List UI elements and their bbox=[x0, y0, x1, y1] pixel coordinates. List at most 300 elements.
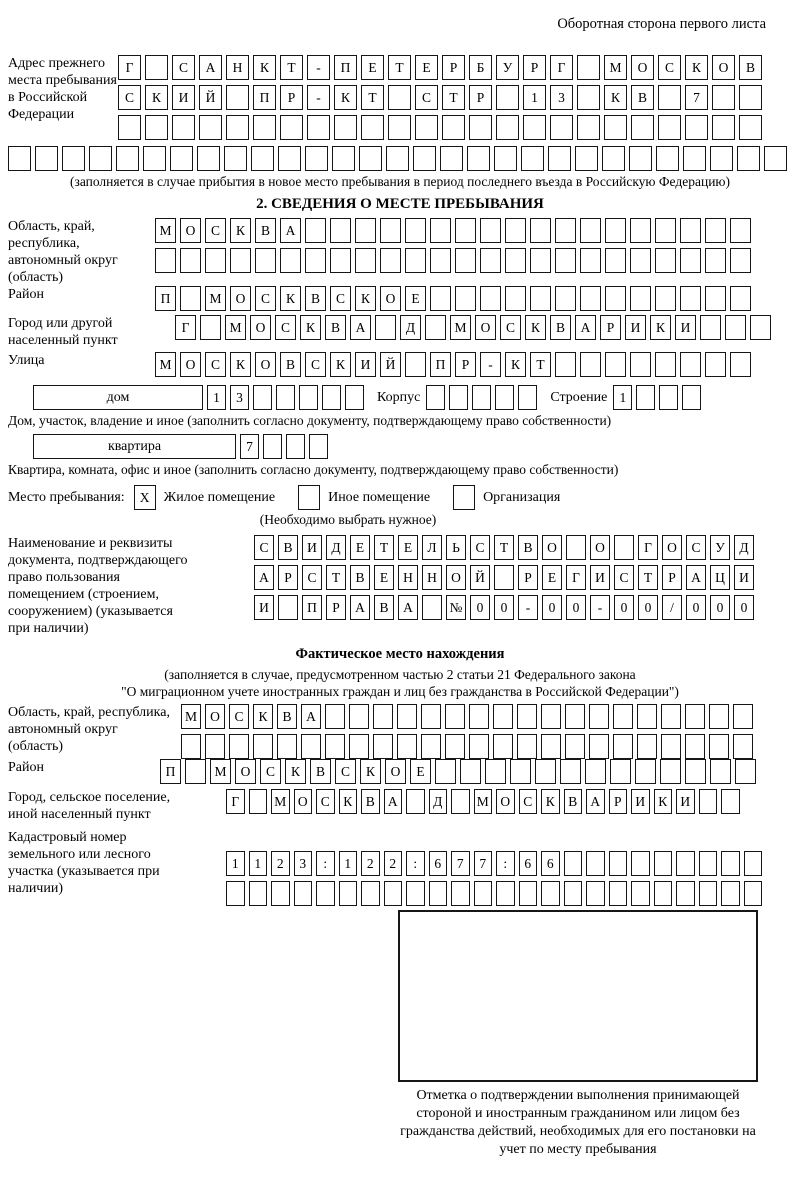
char-box[interactable]: 0 bbox=[638, 595, 658, 620]
char-box[interactable]: 0 bbox=[734, 595, 754, 620]
char-box[interactable] bbox=[685, 759, 706, 784]
char-box[interactable]: Р bbox=[442, 55, 465, 80]
char-box[interactable]: А bbox=[586, 789, 605, 814]
char-box[interactable]: К bbox=[230, 218, 251, 243]
char-box[interactable] bbox=[541, 881, 560, 906]
char-box[interactable] bbox=[676, 851, 695, 876]
char-box[interactable] bbox=[205, 734, 225, 759]
char-box[interactable] bbox=[422, 595, 442, 620]
char-box[interactable] bbox=[530, 286, 551, 311]
char-box[interactable] bbox=[330, 218, 351, 243]
char-box[interactable]: Е bbox=[542, 565, 562, 590]
char-box[interactable] bbox=[406, 789, 425, 814]
char-box[interactable]: Д bbox=[734, 535, 754, 560]
char-box[interactable]: С bbox=[335, 759, 356, 784]
char-box[interactable] bbox=[472, 385, 491, 410]
char-box[interactable]: Р bbox=[523, 55, 546, 80]
char-box[interactable] bbox=[170, 146, 193, 171]
char-box[interactable]: М bbox=[474, 789, 493, 814]
char-box[interactable] bbox=[658, 85, 681, 110]
char-box[interactable]: С bbox=[316, 789, 335, 814]
city-boxes[interactable] bbox=[175, 315, 771, 340]
char-box[interactable] bbox=[733, 734, 753, 759]
char-box[interactable] bbox=[541, 734, 561, 759]
region-row-1[interactable] bbox=[155, 218, 751, 243]
char-box[interactable] bbox=[493, 704, 513, 729]
char-box[interactable]: К bbox=[654, 789, 673, 814]
char-box[interactable]: 7 bbox=[451, 851, 470, 876]
char-box[interactable] bbox=[555, 286, 576, 311]
char-box[interactable]: Е bbox=[361, 55, 384, 80]
char-box[interactable]: А bbox=[575, 315, 596, 340]
char-box[interactable] bbox=[280, 115, 303, 140]
char-box[interactable]: С bbox=[275, 315, 296, 340]
char-box[interactable]: В bbox=[564, 789, 583, 814]
char-box[interactable]: Р bbox=[609, 789, 628, 814]
char-box[interactable]: С bbox=[415, 85, 438, 110]
char-box[interactable] bbox=[613, 734, 633, 759]
char-box[interactable]: П bbox=[430, 352, 451, 377]
char-box[interactable]: К bbox=[334, 85, 357, 110]
char-box[interactable] bbox=[699, 881, 718, 906]
char-box[interactable] bbox=[301, 734, 321, 759]
char-box[interactable] bbox=[699, 789, 718, 814]
house-number-boxes[interactable] bbox=[207, 385, 364, 410]
char-box[interactable] bbox=[345, 385, 364, 410]
char-box[interactable]: Р bbox=[518, 565, 538, 590]
cadastral-row-1[interactable] bbox=[226, 851, 762, 876]
char-box[interactable]: В bbox=[310, 759, 331, 784]
char-box[interactable]: 7 bbox=[685, 85, 708, 110]
char-box[interactable] bbox=[62, 146, 85, 171]
char-box[interactable] bbox=[730, 248, 751, 273]
char-box[interactable] bbox=[530, 218, 551, 243]
char-box[interactable] bbox=[277, 734, 297, 759]
char-box[interactable]: С bbox=[470, 535, 490, 560]
char-box[interactable] bbox=[610, 759, 631, 784]
char-box[interactable]: С bbox=[305, 352, 326, 377]
char-box[interactable] bbox=[255, 248, 276, 273]
char-box[interactable] bbox=[294, 881, 313, 906]
char-box[interactable] bbox=[605, 248, 626, 273]
char-box[interactable] bbox=[299, 385, 318, 410]
char-box[interactable] bbox=[445, 734, 465, 759]
char-box[interactable] bbox=[505, 218, 526, 243]
char-box[interactable]: Й bbox=[470, 565, 490, 590]
char-box[interactable] bbox=[685, 115, 708, 140]
char-box[interactable] bbox=[430, 248, 451, 273]
char-box[interactable]: О bbox=[542, 535, 562, 560]
char-box[interactable] bbox=[200, 315, 221, 340]
char-box[interactable]: К bbox=[505, 352, 526, 377]
char-box[interactable] bbox=[744, 851, 763, 876]
char-box[interactable]: И bbox=[590, 565, 610, 590]
char-box[interactable]: К bbox=[280, 286, 301, 311]
char-box[interactable] bbox=[349, 704, 369, 729]
char-box[interactable]: 3 bbox=[550, 85, 573, 110]
char-box[interactable] bbox=[278, 595, 298, 620]
char-box[interactable]: В bbox=[374, 595, 394, 620]
char-box[interactable]: М bbox=[155, 218, 176, 243]
char-box[interactable] bbox=[349, 734, 369, 759]
char-box[interactable]: К bbox=[253, 704, 273, 729]
char-box[interactable]: Р bbox=[326, 595, 346, 620]
char-box[interactable]: 0 bbox=[470, 595, 490, 620]
char-box[interactable] bbox=[421, 704, 441, 729]
char-box[interactable] bbox=[469, 115, 492, 140]
char-box[interactable]: С bbox=[302, 565, 322, 590]
char-box[interactable]: О bbox=[380, 286, 401, 311]
char-box[interactable] bbox=[705, 352, 726, 377]
char-box[interactable] bbox=[445, 704, 465, 729]
char-box[interactable] bbox=[517, 734, 537, 759]
char-box[interactable] bbox=[739, 85, 762, 110]
char-box[interactable] bbox=[224, 146, 247, 171]
char-box[interactable]: О bbox=[590, 535, 610, 560]
char-box[interactable]: И bbox=[675, 315, 696, 340]
char-box[interactable] bbox=[631, 881, 650, 906]
char-box[interactable] bbox=[660, 759, 681, 784]
char-box[interactable] bbox=[564, 851, 583, 876]
char-box[interactable] bbox=[564, 881, 583, 906]
char-box[interactable] bbox=[733, 704, 753, 729]
char-box[interactable]: С bbox=[330, 286, 351, 311]
char-box[interactable] bbox=[253, 734, 273, 759]
char-box[interactable] bbox=[205, 248, 226, 273]
char-box[interactable] bbox=[455, 248, 476, 273]
char-box[interactable]: С bbox=[205, 352, 226, 377]
char-box[interactable]: М bbox=[210, 759, 231, 784]
char-box[interactable]: С bbox=[205, 218, 226, 243]
char-box[interactable] bbox=[181, 734, 201, 759]
char-box[interactable]: - bbox=[480, 352, 501, 377]
char-box[interactable] bbox=[658, 115, 681, 140]
char-box[interactable]: О bbox=[712, 55, 735, 80]
char-box[interactable] bbox=[521, 146, 544, 171]
prev-address-row-full[interactable] bbox=[8, 146, 792, 171]
char-box[interactable]: П bbox=[334, 55, 357, 80]
char-box[interactable] bbox=[451, 881, 470, 906]
char-box[interactable]: С bbox=[118, 85, 141, 110]
char-box[interactable] bbox=[449, 385, 468, 410]
char-box[interactable]: Р bbox=[600, 315, 621, 340]
char-box[interactable] bbox=[682, 385, 701, 410]
char-box[interactable] bbox=[226, 85, 249, 110]
char-box[interactable]: И bbox=[172, 85, 195, 110]
char-box[interactable]: В bbox=[361, 789, 380, 814]
char-box[interactable] bbox=[249, 789, 268, 814]
char-box[interactable]: Р bbox=[469, 85, 492, 110]
char-box[interactable] bbox=[425, 315, 446, 340]
char-box[interactable]: П bbox=[160, 759, 181, 784]
char-box[interactable] bbox=[580, 218, 601, 243]
char-box[interactable]: Г bbox=[550, 55, 573, 80]
char-box[interactable] bbox=[764, 146, 787, 171]
char-box[interactable] bbox=[541, 704, 561, 729]
char-box[interactable] bbox=[735, 759, 756, 784]
char-box[interactable] bbox=[709, 734, 729, 759]
char-box[interactable]: Л bbox=[422, 535, 442, 560]
document-row-2[interactable] bbox=[254, 565, 754, 590]
char-box[interactable]: 1 bbox=[226, 851, 245, 876]
char-box[interactable]: 0 bbox=[686, 595, 706, 620]
char-box[interactable]: Й bbox=[199, 85, 222, 110]
char-box[interactable] bbox=[605, 352, 626, 377]
char-box[interactable]: Г bbox=[118, 55, 141, 80]
char-box[interactable] bbox=[659, 385, 678, 410]
char-box[interactable]: И bbox=[625, 315, 646, 340]
char-box[interactable] bbox=[577, 85, 600, 110]
char-box[interactable] bbox=[278, 146, 301, 171]
char-box[interactable] bbox=[334, 115, 357, 140]
char-box[interactable]: М bbox=[155, 352, 176, 377]
char-box[interactable]: О bbox=[180, 352, 201, 377]
char-box[interactable]: Д bbox=[429, 789, 448, 814]
char-box[interactable] bbox=[307, 115, 330, 140]
char-box[interactable] bbox=[355, 248, 376, 273]
char-box[interactable]: К bbox=[685, 55, 708, 80]
char-box[interactable] bbox=[613, 704, 633, 729]
char-box[interactable]: П bbox=[155, 286, 176, 311]
char-box[interactable]: О bbox=[446, 565, 466, 590]
char-box[interactable]: 7 bbox=[474, 851, 493, 876]
char-box[interactable]: О bbox=[294, 789, 313, 814]
char-box[interactable] bbox=[309, 434, 328, 459]
char-box[interactable]: Е bbox=[350, 535, 370, 560]
char-box[interactable]: Р bbox=[662, 565, 682, 590]
char-box[interactable]: К bbox=[339, 789, 358, 814]
char-box[interactable]: К bbox=[541, 789, 560, 814]
char-box[interactable]: В bbox=[255, 218, 276, 243]
document-row-3[interactable] bbox=[254, 595, 754, 620]
char-box[interactable]: Т bbox=[494, 535, 514, 560]
char-box[interactable]: О bbox=[235, 759, 256, 784]
char-box[interactable] bbox=[712, 115, 735, 140]
char-box[interactable] bbox=[145, 55, 168, 80]
char-box[interactable]: О bbox=[475, 315, 496, 340]
char-box[interactable] bbox=[172, 115, 195, 140]
char-box[interactable] bbox=[442, 115, 465, 140]
char-box[interactable] bbox=[405, 352, 426, 377]
char-box[interactable] bbox=[725, 315, 746, 340]
char-box[interactable]: - bbox=[307, 55, 330, 80]
char-box[interactable] bbox=[118, 115, 141, 140]
region-row-2[interactable] bbox=[155, 248, 751, 273]
char-box[interactable]: М bbox=[181, 704, 201, 729]
char-box[interactable] bbox=[421, 734, 441, 759]
char-box[interactable]: Р bbox=[455, 352, 476, 377]
char-box[interactable]: А bbox=[384, 789, 403, 814]
char-box[interactable]: С bbox=[260, 759, 281, 784]
char-box[interactable]: О bbox=[180, 218, 201, 243]
char-box[interactable] bbox=[609, 851, 628, 876]
char-box[interactable]: И bbox=[254, 595, 274, 620]
char-box[interactable] bbox=[705, 218, 726, 243]
char-box[interactable]: К bbox=[525, 315, 546, 340]
char-box[interactable]: С bbox=[658, 55, 681, 80]
char-box[interactable] bbox=[89, 146, 112, 171]
char-box[interactable] bbox=[330, 248, 351, 273]
char-box[interactable] bbox=[605, 286, 626, 311]
char-box[interactable]: 0 bbox=[614, 595, 634, 620]
char-box[interactable] bbox=[8, 146, 31, 171]
char-box[interactable] bbox=[517, 704, 537, 729]
char-box[interactable]: С bbox=[255, 286, 276, 311]
char-box[interactable] bbox=[276, 385, 295, 410]
char-box[interactable] bbox=[386, 146, 409, 171]
char-box[interactable] bbox=[631, 115, 654, 140]
char-box[interactable] bbox=[199, 115, 222, 140]
char-box[interactable] bbox=[435, 759, 456, 784]
char-box[interactable] bbox=[630, 218, 651, 243]
char-box[interactable]: 1 bbox=[249, 851, 268, 876]
char-box[interactable] bbox=[630, 248, 651, 273]
char-box[interactable]: А bbox=[254, 565, 274, 590]
actual-district-boxes[interactable] bbox=[160, 759, 756, 784]
char-box[interactable]: В bbox=[278, 535, 298, 560]
char-box[interactable]: 0 bbox=[494, 595, 514, 620]
actual-city-boxes[interactable] bbox=[226, 789, 740, 814]
char-box[interactable]: 6 bbox=[519, 851, 538, 876]
char-box[interactable] bbox=[685, 704, 705, 729]
checkbox-other-premises[interactable] bbox=[298, 485, 320, 510]
char-box[interactable] bbox=[577, 55, 600, 80]
char-box[interactable] bbox=[580, 352, 601, 377]
char-box[interactable]: М bbox=[450, 315, 471, 340]
char-box[interactable]: А bbox=[280, 218, 301, 243]
char-box[interactable] bbox=[505, 286, 526, 311]
char-box[interactable] bbox=[494, 565, 514, 590]
char-box[interactable] bbox=[637, 704, 657, 729]
char-box[interactable]: В bbox=[325, 315, 346, 340]
char-box[interactable]: : bbox=[406, 851, 425, 876]
char-box[interactable] bbox=[380, 218, 401, 243]
char-box[interactable] bbox=[469, 734, 489, 759]
char-box[interactable] bbox=[339, 881, 358, 906]
char-box[interactable] bbox=[530, 248, 551, 273]
char-box[interactable]: № bbox=[446, 595, 466, 620]
char-box[interactable] bbox=[305, 218, 326, 243]
char-box[interactable] bbox=[656, 146, 679, 171]
char-box[interactable]: Е bbox=[398, 535, 418, 560]
char-box[interactable] bbox=[630, 352, 651, 377]
char-box[interactable] bbox=[548, 146, 571, 171]
char-box[interactable] bbox=[680, 218, 701, 243]
char-box[interactable] bbox=[325, 704, 345, 729]
char-box[interactable]: М bbox=[225, 315, 246, 340]
char-box[interactable] bbox=[430, 218, 451, 243]
char-box[interactable] bbox=[485, 759, 506, 784]
char-box[interactable] bbox=[655, 352, 676, 377]
char-box[interactable] bbox=[730, 218, 751, 243]
char-box[interactable] bbox=[460, 759, 481, 784]
char-box[interactable] bbox=[455, 218, 476, 243]
char-box[interactable] bbox=[680, 286, 701, 311]
char-box[interactable] bbox=[226, 115, 249, 140]
char-box[interactable]: Е bbox=[405, 286, 426, 311]
char-box[interactable]: Ь bbox=[446, 535, 466, 560]
prev-address-row-1[interactable] bbox=[118, 55, 762, 80]
char-box[interactable] bbox=[555, 218, 576, 243]
char-box[interactable] bbox=[566, 535, 586, 560]
char-box[interactable] bbox=[143, 146, 166, 171]
char-box[interactable] bbox=[406, 881, 425, 906]
char-box[interactable] bbox=[494, 146, 517, 171]
char-box[interactable]: М bbox=[604, 55, 627, 80]
char-box[interactable]: Т bbox=[638, 565, 658, 590]
char-box[interactable]: О bbox=[631, 55, 654, 80]
char-box[interactable] bbox=[316, 881, 335, 906]
char-box[interactable]: : bbox=[316, 851, 335, 876]
char-box[interactable]: И bbox=[734, 565, 754, 590]
apartment-number-boxes[interactable] bbox=[240, 434, 328, 459]
char-box[interactable] bbox=[361, 881, 380, 906]
char-box[interactable]: Е bbox=[410, 759, 431, 784]
char-box[interactable] bbox=[325, 734, 345, 759]
char-box[interactable] bbox=[661, 704, 681, 729]
char-box[interactable]: 1 bbox=[207, 385, 226, 410]
char-box[interactable]: С bbox=[614, 565, 634, 590]
char-box[interactable] bbox=[635, 759, 656, 784]
char-box[interactable]: К bbox=[145, 85, 168, 110]
char-box[interactable] bbox=[685, 734, 705, 759]
char-box[interactable] bbox=[426, 385, 445, 410]
char-box[interactable]: В bbox=[280, 352, 301, 377]
char-box[interactable]: 3 bbox=[230, 385, 249, 410]
char-box[interactable]: О bbox=[250, 315, 271, 340]
char-box[interactable]: А bbox=[398, 595, 418, 620]
char-box[interactable] bbox=[375, 315, 396, 340]
char-box[interactable] bbox=[413, 146, 436, 171]
char-box[interactable]: С bbox=[686, 535, 706, 560]
char-box[interactable] bbox=[655, 286, 676, 311]
char-box[interactable]: Ц bbox=[710, 565, 730, 590]
char-box[interactable]: 0 bbox=[710, 595, 730, 620]
street-boxes[interactable] bbox=[155, 352, 751, 377]
char-box[interactable]: Р bbox=[280, 85, 303, 110]
char-box[interactable] bbox=[322, 385, 341, 410]
char-box[interactable]: М bbox=[271, 789, 290, 814]
char-box[interactable]: О bbox=[662, 535, 682, 560]
char-box[interactable] bbox=[705, 286, 726, 311]
char-box[interactable] bbox=[440, 146, 463, 171]
char-box[interactable] bbox=[676, 881, 695, 906]
char-box[interactable]: У bbox=[496, 55, 519, 80]
char-box[interactable]: О bbox=[255, 352, 276, 377]
char-box[interactable] bbox=[505, 248, 526, 273]
char-box[interactable]: К bbox=[300, 315, 321, 340]
char-box[interactable]: 3 bbox=[294, 851, 313, 876]
char-box[interactable] bbox=[197, 146, 220, 171]
char-box[interactable] bbox=[145, 115, 168, 140]
char-box[interactable]: И bbox=[676, 789, 695, 814]
char-box[interactable]: - bbox=[518, 595, 538, 620]
char-box[interactable]: Й bbox=[380, 352, 401, 377]
char-box[interactable] bbox=[710, 146, 733, 171]
char-box[interactable] bbox=[467, 146, 490, 171]
char-box[interactable] bbox=[429, 881, 448, 906]
char-box[interactable] bbox=[155, 248, 176, 273]
char-box[interactable] bbox=[430, 286, 451, 311]
char-box[interactable] bbox=[280, 248, 301, 273]
char-box[interactable]: А bbox=[350, 315, 371, 340]
char-box[interactable] bbox=[305, 146, 328, 171]
char-box[interactable]: С bbox=[229, 704, 249, 729]
char-box[interactable]: В bbox=[518, 535, 538, 560]
cadastral-row-2[interactable] bbox=[226, 881, 762, 906]
char-box[interactable]: И bbox=[302, 535, 322, 560]
char-box[interactable]: Н bbox=[422, 565, 442, 590]
